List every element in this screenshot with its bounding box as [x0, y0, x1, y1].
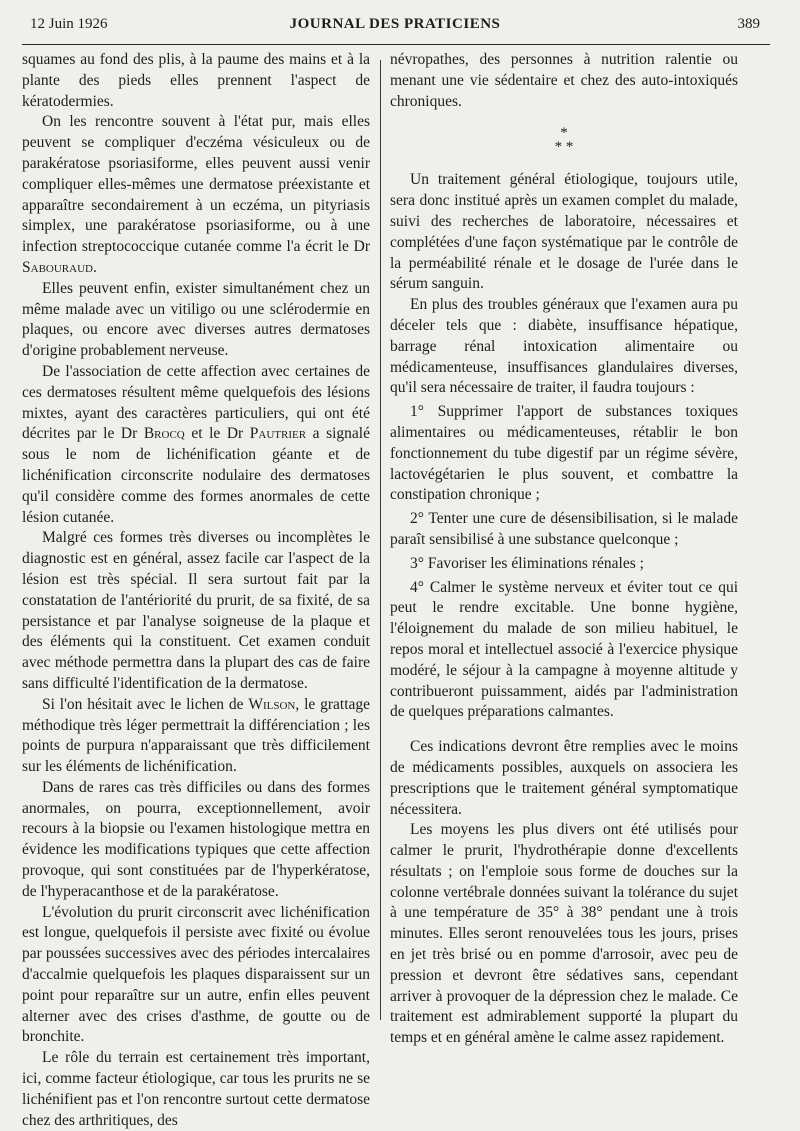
paragraph-text: On les rencontre souvent à l'état pur, mais elles peuvent se compliquer d'eczéma vésiculeux ou de parakératose psoriasiforme, elles peuvent aussi venir compliquer elles-mêmes une dermatose préexistante et apparaître secondairement à un eczéma, un pityriasis simplex, une parakératose psoriasiforme, ou à une infection streptococcique cutanée comme l'a écrit le Dr [22, 113, 370, 256]
issue-date: 12 Juin 1926 [30, 16, 108, 32]
journal-title: JOURNAL DES PRATICIENS [289, 16, 501, 32]
paragraph [22, 112, 370, 278]
author-name: Brocq [143, 425, 185, 443]
asterisk-bottom: * * [554, 139, 574, 156]
list-item: 4° Calmer le système nerveux et éviter tout ce qui peut le rendre excitable. Une bonne hygiène, l'éloignement du malade de son milieu habituel, le repos moral et intellectuel associé à l'exercice physique modéré, le séjour à la campagne à moyenne altitude y contribueront puissamment, aidés par l'administration de quelques préparations calmantes. [390, 578, 738, 721]
paragraph [22, 695, 370, 778]
paragraph-text: et le Dr [191, 425, 244, 443]
author-name: Wilson [248, 695, 296, 713]
paragraph: En plus des troubles généraux que l'examen aura pu déceler tels que : diabète, insuffisance hépatique, barrage rénal intoxication alimentaire ou médicamenteuse, insuffisances glandulaires diverses, qu'il sera nécessaire de traiter, il faudra toujours : [390, 296, 738, 397]
paragraph: Dans de rares cas très difficiles ou dans des formes anormales, on pourra, exceptionnellement, avoir recours à la biopsie ou l'examen histologique mettra en évidence les modifications typiques que cette affection provoque, qui sont constituées par de l'hyperkératose, de l'hyperacanthose et de la parakératose. [22, 778, 370, 900]
header-rule [22, 44, 770, 45]
paragraph: Malgré ces formes très diverses ou incomplètes le diagnostic est en général, assez facile car l'aspect de la lésion est très spécial. Il sera surtout fait par la constatation de l'antériorité du prurit, de sa fixité, de sa persistance et par l'analyse soigneuse de la plaque et des éléments qui la constituent. Cet examen conduit avec méthode permettra dans la plupart des cas de faire sans difficulté l'identification de la dermatose. [22, 529, 370, 692]
paragraph-text: , le grattage méthodique très léger permettrait la différenciation ; les points de purpura n'apparaissant que très difficilement sur les éléments de lichénification. [22, 695, 371, 776]
column-divider [380, 60, 381, 1020]
author-name: Pautrier [249, 425, 307, 443]
paragraph-text: De l'association de cette affection avec certaines de ces dermatoses résultent même quelquefois des lésions mixtes, ayant des caractères particuliers, qui ont été décrites par le Dr [22, 362, 370, 443]
section-separator [390, 126, 738, 154]
paragraph: Ces indications devront être remplies avec le moins de médicaments possibles, auxquels on associera les prescriptions que le traitement général symptomatique nécessitera. [390, 738, 738, 818]
list-item: 1° Supprimer l'apport de substances toxiques alimentaires ou médicamenteuses, rétablir le bon fonctionnement du tube digestif par un régime sévère, lactovégétarien le plus souvent, et combattre la constipation chronique ; [390, 403, 738, 504]
spacer [390, 723, 738, 737]
paragraph [22, 362, 370, 528]
asterisk-top: * [560, 125, 568, 142]
punctuation: . [92, 258, 97, 276]
paragraph: Le rôle du terrain est certainement très important, ici, comme facteur étiologique, car tous les prurits ne se lichénifient pas et l'on rencontre surtout cette dermatose chez des arthritiques, des [22, 1049, 370, 1129]
paragraph-text: a signalé sous le nom de lichénification géante et de lichénification circonscrite nodulaire des dermatoses qu'il considère comme des formes anormales de cette lésion cutanée. [22, 425, 370, 526]
right-column [390, 50, 738, 1049]
paragraph: Un traitement général étiologique, toujours utile, sera donc institué après un examen complet du malade, suivi des recherches de laboratoire, nécessaires et complétées d'une façon systématique par le contrôle de la perméabilité rénale et le dosage de l'urée dans le sérum sanguin. [390, 171, 738, 293]
paragraph: L'évolution du prurit circonscrit avec lichénification est longue, quelquefois il persiste avec fixité ou évolue par poussées successives avec des périodes intercalaires d'accalmie quelquefois les plaques disparaissent sur un point pour reparaître sur un autre, enfin elles peuvent alterner avec des crises d'asthme, de goutte ou de bronchite. [22, 903, 370, 1046]
paragraph: Elles peuvent enfin, exister simultanément chez un même malade avec un vitiligo ou une sclérodermie en plaques, ou encore avec diverses autres dermatoses d'origine probablement nerveuse. [22, 279, 370, 360]
paragraph: névropathes, des personnes à nutrition ralentie ou menant une vie sédentaire et chez des auto-intoxiqués chroniques. [390, 51, 738, 110]
paragraph: squames au fond des plis, à la paume des mains et à la plante des pieds elles prennent l'aspect de kératodermies. [22, 51, 370, 110]
list-item: 2° Tenter une cure de désensibilisation, si le malade paraît sensibilisé à une substance quelconque ; [390, 510, 738, 548]
list-item: 3° Favoriser les éliminations rénales ; [410, 554, 644, 572]
paragraph-text: Si l'on hésitait avec le lichen de [42, 695, 244, 713]
running-header [30, 16, 760, 38]
page-number: 389 [737, 16, 760, 32]
paragraph: Les moyens les plus divers ont été utilisés pour calmer le prurit, l'hydrothérapie donne d'excellents résultats ; on l'emploie sous forme de douches sur la colonne vertébrale données suivant la tolérance du sujet à une température de 35° à 38° pendant une à trois minutes. Elles seront renouvelées tous les jours, prises en jet très brisé ou en pomme d'arrosoir, avec peu de pression et devront être sédatives sans, cependant arriver à provoquer de la dépression chez le malade. Ce traitement est admirablement supporté la plupart du temps et en général amène le calme assez rapidement. [390, 821, 738, 1047]
author-name: Sabouraud [22, 258, 93, 276]
left-column [22, 50, 370, 1131]
